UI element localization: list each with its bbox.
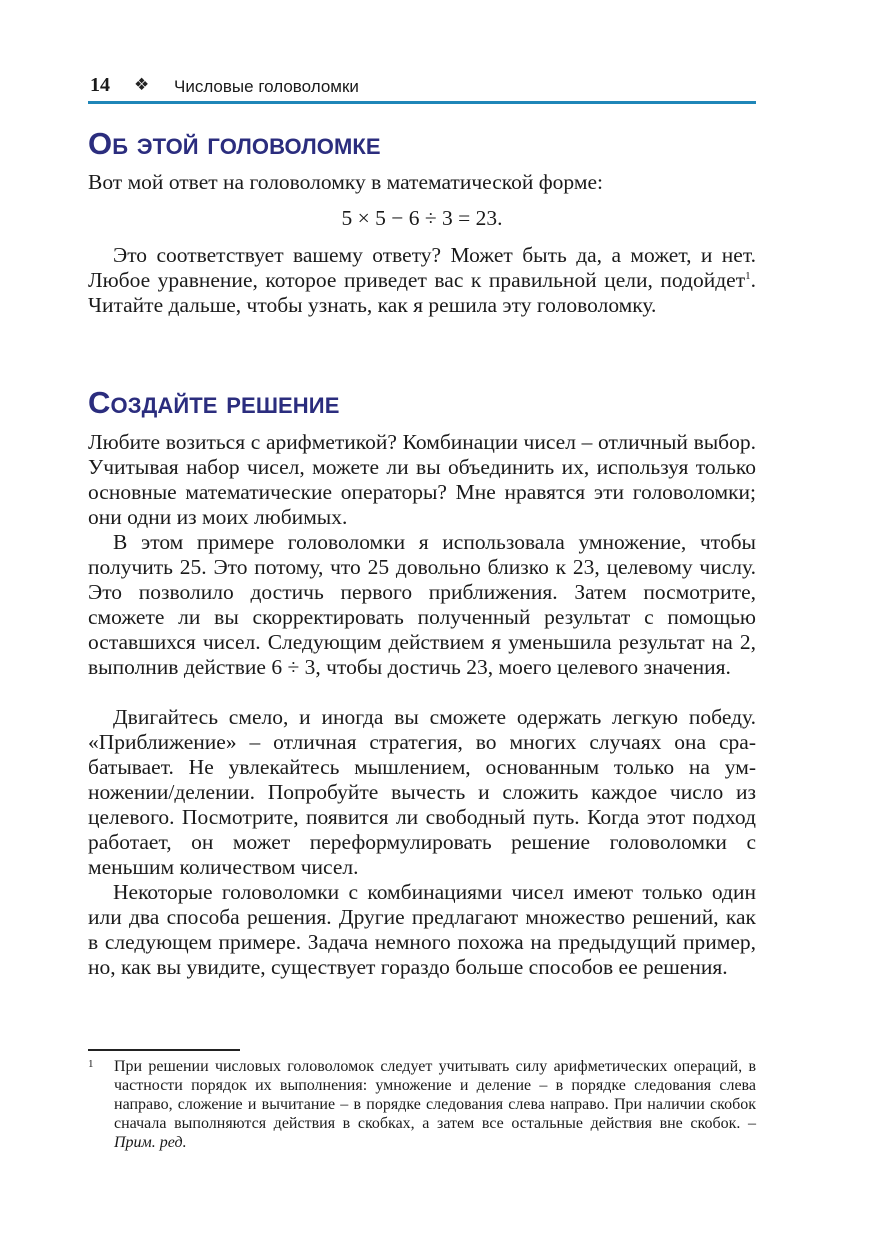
body-paragraph: Двигайтесь смело, и иногда вы сможете одержать легкую победу. «Приближение» – отличная стратегия, во многих случаях она срабатывает. Не увлекайтесь мышлением, основанным только на умножении/делении. Попробуйте вычесть и сложить каждое число из целевого. Посмотрите, появится ли свободный путь. Когда этот подход работает, он может переформулировать решение головоломки с меньшим количеством чисел.	[88, 705, 756, 879]
body-paragraph: Некоторые головоломки с комбинациями чисел имеют только один или два способа решения. Другие предлагают множество решений, как в следующем примере. Задача немного похожа на предыдущий пример, но, как вы увидите, существует гораздо больше способов ее решения.	[88, 880, 756, 979]
footnote-text: При решении числовых головоломок следует учитывать силу арифметических операций, в частности порядок их выполнения: умножение и деление – в порядке следования слева направо, сложение и вычитание – в порядке следования слева направо. При наличии скобок сначала выполняются действия в скобках, а затем все остальные действия вне скобок. –	[114, 1058, 756, 1132]
chapter-title: Числовые головоломки	[174, 77, 359, 96]
answer-text-part2: . Читайте дальше, чтобы узнать, как я решила эту головоломку.	[88, 268, 756, 317]
section-heading-create: Создайте решение	[88, 385, 340, 420]
body-paragraph: В этом примере головоломки я использовала умножение, чтобы получить 25. Это потому, что 25 довольно близко к 23, целевому числу. Это позволило достичь первого приближения. Затем посмотрите, сможете ли вы скорректировать полученный результат с помощью оставшихся чисел. Следующим действием я уменьшила результат на 2, выполнив действие 6 ÷ 3, чтобы достичь 23, моего целевого значения.	[88, 530, 756, 679]
page-number: 14	[90, 74, 110, 96]
section-heading-about: Об этой головоломке	[88, 126, 381, 161]
footnote-body	[114, 1057, 756, 1152]
footnote-mark: 1	[88, 1058, 94, 1070]
footnote-reference[interactable]: 1	[745, 270, 751, 282]
running-header	[88, 74, 756, 104]
intro-text: Вот мой ответ на головоломку в математической форме:	[88, 170, 603, 194]
body-paragraph: Любите возиться с арифметикой? Комбинации чисел – отличный выбор. Учитывая набор чисел, можете ли вы объединить их, используя только основные математические операторы? Мне нравятся эти головоломки; они одни из моих любимых.	[88, 430, 756, 529]
footnote-divider	[88, 1049, 240, 1051]
answer-text-part1: Это соответствует вашему ответу? Может быть да, а может, и нет. Любое уравнение, которое приведет вас к правильной цели, подойдет	[88, 243, 756, 292]
footnote-attribution: Прим. ред.	[114, 1134, 187, 1151]
footnote	[88, 1057, 756, 1152]
answer-paragraph	[88, 243, 756, 318]
formula: 5 × 5 − 6 ÷ 3 = 23.	[341, 206, 503, 230]
ornament-icon: ❖	[134, 75, 150, 95]
